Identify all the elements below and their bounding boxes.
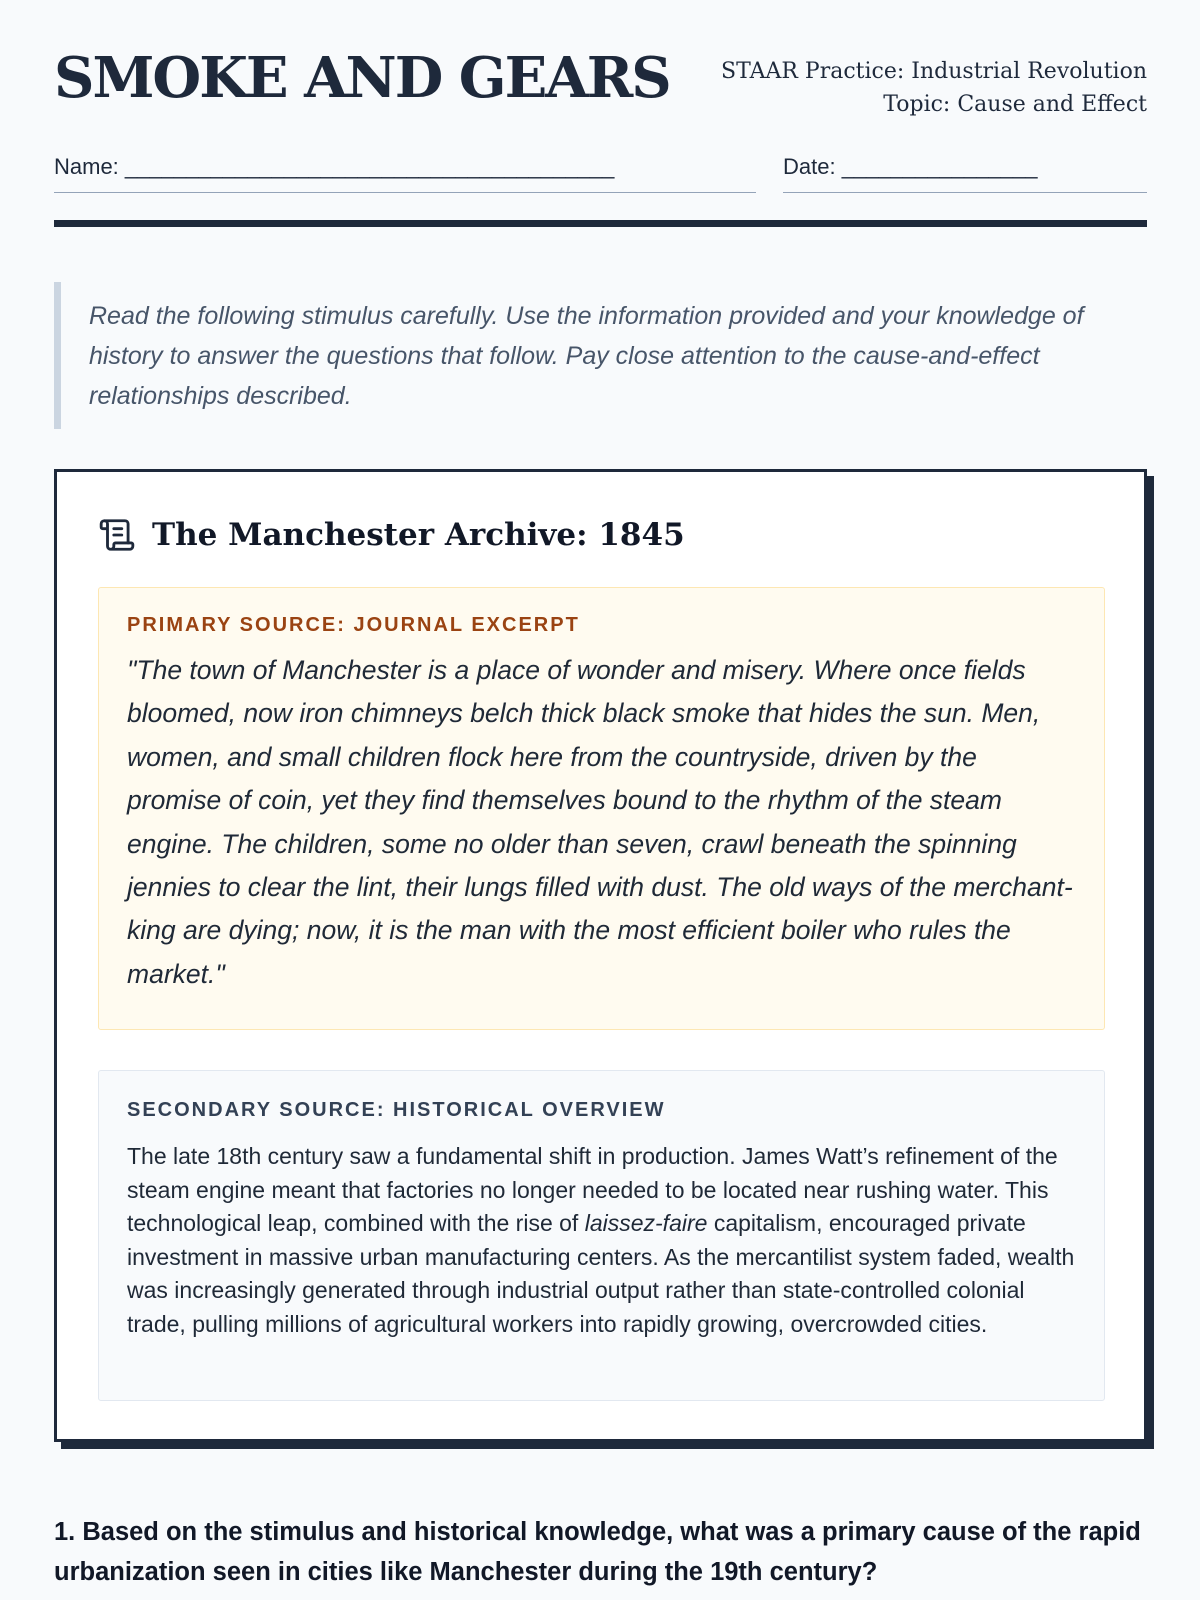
secondary-text-part: capitalism, encouraged private investment in massive urban manufacturing centers. As the mercantilist system faded, wealth was increasingly generated through industrial output rather than state-controlled colonial trade, pulling millions of agricultural workers into rapidly growing, overcrowded cities. — [127, 1210, 1075, 1337]
secondary-source-label: SECONDARY SOURCE: HISTORICAL OVERVIEW — [127, 1099, 666, 1121]
worksheet-header — [54, 0, 1147, 236]
primary-source-quote: "The town of Manchester is a place of wonder and misery. Where once fields bloomed, now iron chimneys belch thick black smoke that hides the sun. Men, women, and small children flock here from the countryside, driven by the promise of coin, yet they find themselves bound to the rhythm of the steam engine. The children, some no older than seven, crawl beneath the spinning jennies to clear the lint, their lungs filled with dust. The old ways of the merchant-king are dying; now, it is the man with the most efficient boiler who rules the market." — [127, 655, 1073, 989]
primary-source-label: PRIMARY SOURCE: JOURNAL EXCERPT — [127, 614, 580, 636]
page-title: SMOKE AND GEARS — [54, 45, 670, 111]
date-field[interactable]: Date: ________________ — [783, 154, 1147, 193]
instructions: Read the following stimulus carefully. Use the information provided and your knowledge of history to answer the questions that follow. Pay close attention to the cause-and-effect relationships described. — [54, 282, 1147, 429]
worksheet-page — [54, 0, 1147, 1586]
meta-practice-line: STAAR Practice: Industrial Revolution — [721, 59, 1147, 84]
name-field[interactable]: Name: ________________________________________ — [54, 154, 756, 193]
secondary-text-emphasis: laissez-faire — [584, 1210, 708, 1236]
secondary-text-part: The late 18th century saw a fundamental shift in production. James Watt’s refinement of the steam engine meant that factories no longer needed to be located near rushing water. This technological leap, combined with the rise of — [127, 1143, 1058, 1236]
stimulus-title: The Manchester Archive: 1845 — [152, 517, 685, 553]
secondary-source-text — [127, 1140, 1076, 1341]
question-1: 1. Based on the stimulus and historical knowledge, what was a primary cause of the rapid urbanization seen in cities like Manchester during the 19th century? — [54, 1518, 1141, 1586]
meta-topic-line: Topic: Cause and Effect — [883, 92, 1147, 117]
primary-source-box — [98, 587, 1105, 1030]
header-divider — [54, 220, 1147, 227]
stimulus-card — [54, 469, 1147, 1442]
stimulus-heading — [98, 516, 685, 554]
worksheet-meta — [721, 55, 1147, 121]
scroll-icon — [98, 516, 136, 554]
secondary-source-box — [98, 1070, 1105, 1401]
